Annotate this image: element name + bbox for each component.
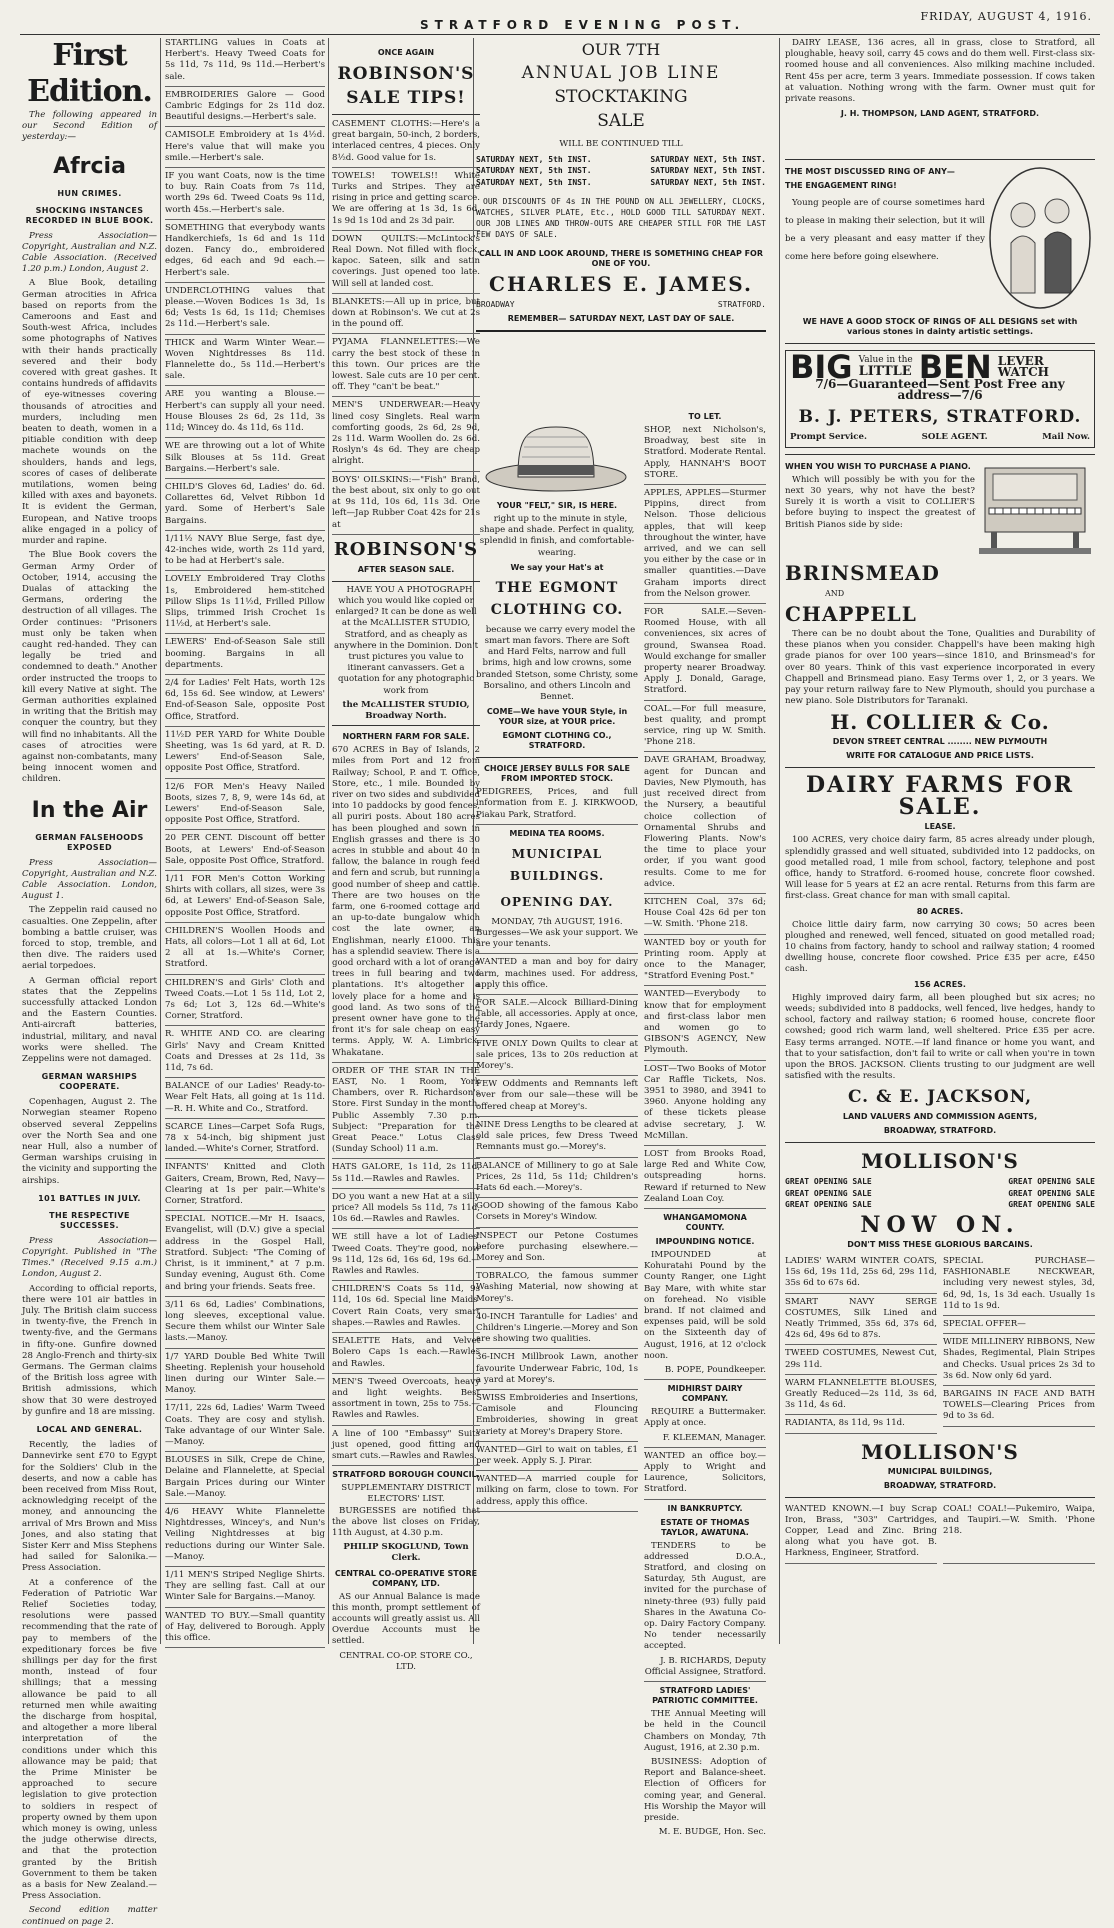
mollison-item: SPECIAL PURCHASE—FASHIONABLE NECKWEAR, including very newest styles, 3d, 6d, 9d, 1s, 1s 3d each. Usually 1s 11d to 1s 9d. xyxy=(943,1256,1095,1316)
hat-ad: DO you want a new Hat at a silly price? All models 5s 11d, 7s 11d, 10s 6d.—Rawles and Rawles. xyxy=(332,1192,480,1230)
lease-heading: LEASE. xyxy=(924,822,956,832)
continued-till: WILL BE CONTINUED TILL xyxy=(559,139,683,149)
ring-heading: THE MOST DISCUSSED RING OF ANY— xyxy=(785,167,955,177)
bankruptcy-heading: IN BANKRUPTCY. xyxy=(667,1503,743,1513)
thompson-signoff: J. H. THOMPSON, LAND AGENT, STRATFORD. xyxy=(840,109,1040,119)
sale-tip: TOWELS! TOWELS!! White Turks and Stripes. They are rising in price and getting scarce. We are offering at 1s 3d, 1s 6d, 1s 9d 1s 10d and 2s 3d pair. xyxy=(332,171,480,231)
kleeman: F. KLEEMAN, Manager. xyxy=(644,1433,766,1448)
classified-ad: UNDERCLOTHING values that please.—Woven Bodices 1s 3d, 1s 6d; Vests 1s 6d, 1s 11d; Chemises 2s 11d.—Herbert's sale. xyxy=(165,286,325,335)
mollison-item: RADIANTA, 8s 11d, 9s 11d. xyxy=(785,1418,937,1433)
great-opening-sale: GREAT OPENING SALE xyxy=(1008,1177,1095,1187)
tenders-text: TENDERS to be addressed D.O.A., Stratford, and closing on Saturday, 5th August, are invited for the purchase of ninety-three (93) fully paid Shares in the Awatuna Co-op. Dairy Factory Company. No tender necessarily accepted. xyxy=(644,1540,766,1652)
classified-ad: 3/11 6s 6d, Ladies' Combinations, long sleeves, exceptional value. Secure them whilst our Winter Sale lasts.—Manoy. xyxy=(165,1300,325,1349)
kitchen-coal-ad: KITCHEN Coal, 37s 6d; House Coal 42s 6d per ton—W. Smith. 'Phone 218. xyxy=(644,897,766,935)
peters-name: B. J. PETERS, STRATFORD. xyxy=(798,406,1082,427)
ring-subheading: THE ENGAGEMENT RING! xyxy=(785,181,897,191)
mollison-item: WIDE MILLINERY RIBBONS, New Shades, Regimental, Plain Stripes and Checks. Usual prices 2s 3d to 3s 6d. Now only 6d yard. xyxy=(943,1337,1095,1386)
felt-heading: YOUR "FELT," SIR, IS HERE. xyxy=(496,501,618,510)
devon-street: DEVON STREET CENTRAL ........ NEW PLYMOUTH xyxy=(832,737,1048,747)
piano-heading: WHEN YOU WISH TO PURCHASE A PIANO. xyxy=(785,461,971,471)
jersey-heading: CHOICE JERSEY BULLS FOR SALE FROM IMPORTED STOCK. xyxy=(484,764,630,784)
studio-name: the McALLISTER STUDIO, Broadway North. xyxy=(342,699,470,721)
classified-ad: THICK and Warm Winter Wear.— Woven Nightdresses 8s 11d. Flannelette do., 5s 11d.—Herbert's sale. xyxy=(165,338,325,387)
tarantulle-ad: 40-INCH Tarantulle for Ladies' and Children's Lingerie.—Morey and Son are showing two qualities. xyxy=(476,1312,638,1350)
saturday-line: SATURDAY NEXT, 5th INST. xyxy=(650,166,766,176)
swiss-ad: SWISS Embroideries and Insertions, Camisole and Flouncing Embroideries, showing in great variety at Morey's Drapery Store. xyxy=(476,1393,638,1442)
dairy-farms-heading: DAIRY FARMS FOR SALE. xyxy=(805,772,1075,821)
classified-ad: CAMISOLE Embroidery at 1s 4½d. Here's value that will make you smile.—Herbert's sale. xyxy=(165,130,325,168)
classified-ad: 12/6 FOR Men's Heavy Nailed Boots, sizes 7, 8, 9, were 14s 6d, at Lewers' End-of-Season Sale, opposite Post Office, Stratford. xyxy=(165,782,325,831)
annual-job-line: ANNUAL JOB LINE xyxy=(521,63,721,83)
mail-now: Mail Now. xyxy=(1042,431,1090,442)
buttermaker-text: REQUIRE a Buttermaker. Apply at once. xyxy=(644,1407,766,1429)
classified-ad: 2/4 for Ladies' Felt Hats, worth 12s 6d, 15s 6d. See window, at Lewers' End-of-Season Sale, opposite Post Office, Stratford. xyxy=(165,678,325,727)
mollison-item: SMART NAVY SERGE COSTUMES, Silk Lined and Neatly Trimmed, 35s 6d, 37s 6d, 42s 6d, 49s 6d to 87s. xyxy=(785,1297,937,1346)
acres-156: 156 ACRES. xyxy=(914,979,966,989)
classified-ad: WANTED TO BUY.—Small quantity of Hay, delivered to Borough. Apply this office. xyxy=(165,1611,325,1649)
article-paragraph: Copenhagen, August 2. The Norwegian steamer Ropeno observed several Zeppelins over the North Sea and one near Hull, also a number of German warships cruising in the vicinity and supporting the airships. xyxy=(22,1097,157,1186)
sale-word: SALE xyxy=(597,111,645,131)
classified-ad: 1/11 FOR Men's Cotton Working Shirts with collars, all sizes, were 3s 6d, at Lewers' End-of-Season Sale, opposite Post Office, Stratford. xyxy=(165,874,325,923)
estate-heading: ESTATE OF THOMAS TAYLOR, AWATUNA. xyxy=(660,1517,750,1537)
classified-ad: 4/6 HEAVY White Flannelette Nightdresses, Wincey's, and Nun's Veiling Nightdresses at big reductions during our Winter Sale.—Manoy. xyxy=(165,1507,325,1567)
girl-ad: WANTED—Girl to wait on tables, £1 per week. Apply S. J. Pirar. xyxy=(476,1445,638,1471)
robinson-after-sale: AFTER SEASON SALE. xyxy=(357,564,455,574)
kabo-ad: GOOD showing of the famous Kabo Corsets in Morey's Window. xyxy=(476,1201,638,1227)
ring-text: Young people are of course sometimes hard to please in making their selection, but it will be a very pleasant and easy matter if they come here before going elsewhere. xyxy=(785,198,985,263)
hats-ad: HATS GALORE, 1s 11d, 2s 11d, 5s 11d.—Rawles and Rawles. xyxy=(332,1162,480,1188)
column-left-ads xyxy=(476,408,638,1515)
dave-graham-ad: DAVE GRAHAM, Broadway, agent for Duncan and Davies, New Plymouth, has just received direct from the Nursery, a beautiful choice collection of Ornamental Shrubs and Flowering Plants. Now's the time to place your order, if you want good results. Come to me for advice. xyxy=(644,755,766,893)
apples-ad: APPLES, APPLES—Sturmer Pippins, direct from Nelson. Those delicious apples, that will keep throughout the winter, have arrived, and we can sell you either by the case or in smaller quantities.—Dave Graham imports direct from the Nelson grower. xyxy=(644,488,766,604)
collier-name: H. COLLIER & Co. xyxy=(830,710,1050,735)
municipal-heading: MUNICIPAL BUILDINGS. xyxy=(509,846,605,883)
classified-ad: ARE you wanting a Blouse.—Herbert's can supply all your need. House Blouses 2s 6d, 2s 11d, 3s 11d; Wincey do. 4s 11d, 6s 11d. xyxy=(165,389,325,438)
lease-100: 100 ACRES, very choice dairy farm, 85 acres already under plough, splendidly grassed and well situated, subdivided into 12 paddocks, on good metalled road, 1 mile from school, factory, telephone and post office, handy to Stratford. 6-roomed house, concrete floor cowshed. Will lease for 5 years at £2 an acre rental. Returns from this farm are first-class. Great chance for man with small capital. xyxy=(785,835,1095,902)
discounts-text: OUR DISCOUNTS OF 4s IN THE POUND ON ALL JEWELLERY, CLOCKS, WATCHES, SILVER PLATE, Etc., HOLD GOOD TILL SATURDAY NEXT. OUR JOB LINES AND THROW-OUTS ARE CHEAPER STILL FOR THE LAST FEW DAYS OF SALE. xyxy=(476,196,766,240)
article-paragraph: A Blue Book, detailing German atrocities in Africa based on reports from the Cameroons and East and South-west Africa, includes some photographs of Natives with their hands practically severed and their body covered with great gashes. It contains hundreds of affidavits of eye-witnesses covering thousands of atrocities and murders, including men beaten to death, women in a pitiable condition with deep machete wounds on the shoulders, hands and legs, scores of cases of deliberate mutilations, women being killed with axes and bayonets. It is evident the German, European, and Native troops alike engaged in a policy of murder and rapine. xyxy=(22,278,157,547)
warships-heading: GERMAN WARSHIPS COOPERATE. xyxy=(41,1072,138,1092)
ladies-heading: STRATFORD LADIES' PATRIOTIC COMMITTEE. xyxy=(652,1686,758,1706)
write-line: WRITE FOR CATALOGUE AND PRICE LISTS. xyxy=(846,751,1034,761)
robinson-title: ROBINSON'S SALE TIPS! xyxy=(337,64,475,108)
article-paragraph: Recently, the ladies of Dannevirke sent £70 to Egypt for the Soldiers' Club in the deserts, and now a cable has been received from Miss Rout, acknowledging receipt of the money, and announcing the arrival of Mrs Brown and Miss Jones, and also stating that Sister Kerr and Miss Stephens had sailed for Salonika.—Press Association. xyxy=(22,1440,157,1574)
classified-ad: R. WHITE AND CO. are clearing Girls' Navy and Cream Knitted Coats and Dresses at 2s 11d, 3s 11d, 7s 6d. xyxy=(165,1029,325,1078)
classified-ad: 1/11½ NAVY Blue Serge, fast dye, 42-inches wide, worth 2s 11d yard, to be had at Herbert's sale. xyxy=(165,534,325,572)
piano-text: Which will possibly be with you for the next 30 years, why not have the best? Surely it is worth a visit to COLLIER'S before buying to inspect the greatest of British Pianos side by side: xyxy=(785,474,975,530)
acres-80: 80 ACRES. xyxy=(916,906,964,916)
column-robinsons xyxy=(332,38,480,1672)
ring-illustration xyxy=(985,163,1095,313)
gibson-ad: WANTED—Everybody to know that for employment and first-class labor men and women go to GIBSON'S AGENCY, New Plymouth. xyxy=(644,989,766,1060)
once-again: ONCE AGAIN xyxy=(377,48,435,57)
classified-ad: INFANTS' Knitted and Cloth Gaiters, Cream, Brown, Red, Navy—Clearing at 1s per pair.—White's Corner, Stratford. xyxy=(165,1162,325,1211)
big-word: BIG xyxy=(790,347,853,386)
classified-ad: CHILD'S Gloves 6d, Ladies' do. 6d. Collarettes 6d, Velvet Ribbon 1d yard. Some of Herbert's Sale Bargains. xyxy=(165,482,325,531)
saturday-line: SATURDAY NEXT, 5th INST. xyxy=(650,155,766,165)
dairy-lease-ad: DAIRY LEASE, 136 acres, all in grass, close to Stratford, all ploughable, heavy soil, carry 45 cows and do them well. First-class six-roomed house and all conveniences. Also milking machine included. Rent 45s per acre, term 3 years. Immediate possession. If cows taken at valuation. Nothing wrong with the farm. Owner must quit for private reasons. xyxy=(785,38,1095,105)
saturday-line: SATURDAY NEXT, 5th INST. xyxy=(476,166,592,176)
petone-ad: INSPECT our Petone Costumes before purchasing elsewhere.—Morey and Son. xyxy=(476,1231,638,1269)
now-on: NOW ON. xyxy=(860,1211,1020,1238)
sale-tip: BOYS' OILSKINS:—"Fish" Brand, the best about, six only to go out at 9s 11d, 10s 6d, 11s 3d. One left—Jap Rubber Coat 42s for 21s at xyxy=(332,475,480,535)
sale-tip: MEN'S UNDERWEAR:—Heavy lined cosy Singlets. Real warm comforting goods, 2s 6d, 2s 9d, 2s 11d. Warm Woollen do. 2s 6d. Roslyn's 4s 6d. They are cheap alright. xyxy=(332,400,480,471)
egmont-signoff: EGMONT CLOTHING CO., STRATFORD. xyxy=(502,731,612,751)
say-line: We say your Hat's at xyxy=(510,562,604,572)
successes-heading: THE RESPECTIVE SUCCESSES. xyxy=(49,1210,130,1230)
masthead-rule xyxy=(20,34,1100,35)
lost-tickets-ad: LOST—Two Books of Motor Car Raffle Tickets, Nos. 3951 to 3980, and 3941 to 3960. Anyone holding any of these tickets please advise secretary, J. W. McMillan. xyxy=(644,1064,766,1146)
saturday-line: SATURDAY NEXT, 5th INST. xyxy=(476,155,592,165)
battles-heading: 101 BATTLES IN JULY. xyxy=(38,1193,141,1203)
newspaper-title: STRATFORD EVENING POST. xyxy=(420,18,746,32)
column-right xyxy=(785,38,1095,1644)
children-coats-ad: CHILDREN'S Coats 5s 11d, 9s 11d, 10s 6d. Special line Maids' Covert Rain Coats, very smart shapes.—Rawles and Rawles. xyxy=(332,1284,480,1333)
prompt-service: Prompt Service. xyxy=(790,431,867,442)
classified-ad: SPECIAL NOTICE.—Mr H. Isaacs, Evangelist, will (D.V.) give a special address in the Gospel Hall, Stratford. Subject: "The Coming of Christ, is it imminent," at 7 p.m. Sunday evening, August 6th. Come and bring your friends. Seats free. xyxy=(165,1214,325,1296)
article-paragraph: The Blue Book covers the German Army Order of October, 1914, accusing the Dualas of attacking the Germans, ordering the destruction of all villages. The Order continues: "Prisoners must only be taken when caught red-handed. They can legally be tried and condemned to death." Another order instructed the troops to kill every Native at sight. The German authorities explained in writing that the British may conquer the country, but they will find no inhabitants. All the cases of atrocities were against non-combatants, many being innocent women and children. xyxy=(22,550,157,785)
billiard-ad: FOR SALE.—Alcock Billiard-Dining Table, all accessories. Apply at once, Hardy Jones, Ngaere. xyxy=(476,998,638,1036)
column-divider xyxy=(328,38,329,1644)
little-word: LITTLE xyxy=(858,364,912,380)
brinsmead: BRINSMEAD xyxy=(785,560,940,585)
burgesses-notice: BURGESSES are notified that the above list closes on Friday, 11th August, at 4.30 p.m. xyxy=(332,1505,480,1538)
ring-stock: WE HAVE A GOOD STOCK OF RINGS OF ALL DESIGNS set with various stones in dainty artistic settings. xyxy=(802,317,1078,337)
town-clerk: PHILIP SKOGLUND, Town Clerk. xyxy=(343,1542,469,1564)
egmont-text: because we carry every model the smart man favors. There are Soft and Hard Felts, narrow and full brims, high and low crowns, some branded Stetson, some Christy, some Borsalino, and others Lincoln and Bennet. xyxy=(476,624,638,703)
come-line: COME—We have YOUR Style, in YOUR size, at YOUR price. xyxy=(486,707,628,727)
tobralco-ad: TOBRALCO, the famous summer Washing Material, now showing at Morey's. xyxy=(476,1271,638,1309)
coal-ad-2: COAL! COAL!—Pukemiro, Waipa, and Taupiri.—W. Smith. 'Phone 218. xyxy=(943,1504,1095,1564)
our-7th: OUR 7TH xyxy=(581,40,661,59)
robinson-name: ROBINSON'S xyxy=(333,538,479,560)
classified-ad: LOVELY Embroidered Tray Cloths 1s, Embroidered hem-stitched Pillow Slips 1s 11½d, Frilled Pillow Slips, trimmed Irish Crochet 1s 11½d, at Herbert's sale. xyxy=(165,574,325,634)
call-in: CALL IN AND LOOK AROUND, THERE IS SOMETHING CHEAP FOR ONE OF YOU. xyxy=(478,248,764,268)
sale-tip: BLANKETS:—All up in price, but down at Robinson's. We cut at 2s in the pound off. xyxy=(332,297,480,335)
midhirst-heading: MIDHIRST DAIRY COMPANY. xyxy=(667,1384,743,1404)
article-byline: Press Association—Copyright, Australian and N.Z. Cable Association. (Received 1.20 p.m.) London, August 2. xyxy=(22,230,157,275)
classified-ad: LEWERS' End-of-Season Sale still booming. Bargains in all departments. xyxy=(165,637,325,675)
lease-80: Choice little dairy farm, now carrying 30 cows; 50 acres been ploughed and renewed, well fenced, situated on good metalled road; 10 chains from factory, handy to school and railway station; 4 roomed dwelling house, concrete floor cowshed. Price £35 per acre, £450 cash. xyxy=(785,919,1095,975)
great-opening-sale: GREAT OPENING SALE xyxy=(785,1177,872,1187)
wanted-man-ad: WANTED a man and boy for dairy farm, machines used. For address, apply this office. xyxy=(476,957,638,995)
jackson-name: C. & E. JACKSON, xyxy=(847,1087,1033,1108)
air-heading: In the Air xyxy=(31,797,148,823)
farm-heading: NORTHERN FARM FOR SALE. xyxy=(342,732,470,742)
embassy-ad: A line of 100 "Embassy" Suits just opened, good fitting and smart cuts.—Rawles and Rawles. xyxy=(332,1429,480,1467)
hun-subheading: SHOCKING INSTANCES RECORDED IN BLUE BOOK. xyxy=(25,205,154,225)
dress-ad: NINE Dress Lengths to be cleared at old sale prices, few Dress Tweed Remnants must go.—Morey's. xyxy=(476,1120,638,1158)
classified-ad: 17/11, 22s 6d, Ladies' Warm Tweed Coats. They are cosy and stylish. Take advantage of our Winter Sale.—Manoy. xyxy=(165,1403,325,1452)
classified-ad: STARTLING values in Coats at Herbert's. Heavy Tweed Coats for 5s 11d, 7s 11d, 9s 11d.—Herbert's sale. xyxy=(165,38,325,87)
mollison-item: SPECIAL OFFER— xyxy=(943,1319,1095,1334)
air-subheading: GERMAN FALSEHOODS EXPOSED xyxy=(35,832,144,852)
mollison-item: LADIES' WARM WINTER COATS, 15s 6d, 19s 11d, 25s 6d, 29s 11d, 35s 6d to 67s 6d. xyxy=(785,1256,937,1294)
guarantee-line: 7/6—Guaranteed—Sent Post Free any address—7/6 xyxy=(815,377,1065,403)
lawn-ad: 36-INCH Millbrook Lawn, another favourite Underwear Fabric, 10d, 1s a yard at Morey's. xyxy=(476,1352,638,1390)
classified-ad: 11½D PER YARD for White Double Sheeting, was 1s 6d yard, at R. D. Lewers' End-of-Season Sale, opposite Post Office, Stratford. xyxy=(165,730,325,779)
great-opening-sale: GREAT OPENING SALE xyxy=(785,1188,872,1198)
classified-ad: 1/7 YARD Double Bed White Twill Sheeting. Replenish your household linen during our Winter Sale.—Manoy. xyxy=(165,1352,325,1401)
continued-note: Second edition matter continued on page 2. xyxy=(22,1905,157,1927)
hat-illustration xyxy=(476,417,638,497)
coal-ad: COAL.—For full measure, best quality, and prompt service, ring up W. Smith. 'Phone 218. xyxy=(644,704,766,753)
article-paragraph: A German official report states that the Zeppelins successfully attacked London and the Eastern Counties. Anti-aircraft batteries, industrial, military, and naval works were shelled. The Zeppelins were not damaged. xyxy=(22,975,157,1065)
broadway-stratford-2: BROADWAY, STRATFORD. xyxy=(883,1480,997,1490)
remember: REMEMBER— SATURDAY NEXT, LAST DAY OF SALE. xyxy=(507,313,735,323)
dont-miss: DON'T MISS THESE GLORIOUS BARCAINS. xyxy=(847,1239,1033,1249)
sole-agent: SOLE AGENT. xyxy=(921,431,988,442)
chappell: CHAPPELL xyxy=(785,602,917,627)
great-opening-sale: GREAT OPENING SALE xyxy=(1008,1188,1095,1198)
whanga-heading: WHANGAMOMONA COUNTY. xyxy=(663,1213,747,1232)
column-right-ads xyxy=(644,408,766,1838)
article-byline: Press Association—Copyright, Australian and N.Z. Cable Association. London, August 1. xyxy=(22,857,157,902)
value-in-the: Value in the xyxy=(858,355,913,366)
ben-word: BEN xyxy=(918,347,992,386)
business-text: BUSINESS: Adoption of Report and Balance-sheet. Election of Officers for coming year, and General. His Worship the Mayor will preside. xyxy=(644,1756,766,1823)
stratford: STRATFORD. xyxy=(717,299,766,309)
charles-james: CHARLES E. JAMES. xyxy=(489,271,753,296)
impound-text: IMPOUNDED at Kohuratahi Pound by the County Ranger, one Light Bay Mare, with white star on forehead. No visible brand. If not claimed and expenses paid, will be sold on the Sixteenth day of August, 1916, at 12 o'clock noon. xyxy=(644,1250,766,1361)
photo-ad: HAVE YOU A PHOTOGRAPH which you would like copied or enlarged? It can be done as well at the McALLISTER STUDIO, Stratford, and as cheaply as anywhere in the Dominion. Don't trust pictures you value to itinerant canvassers. Get a quotation for any photographic work from xyxy=(333,584,479,696)
lease-156: Highly improved dairy farm, all been ploughed but six acres; no weeds; subdivided into 8 paddocks, well fenced, live hedges, handy to school, factory and railway station; 6 roomed house, concrete floor cowshed; good rich warm land, well sheltered. Price £35 per acre. Easy terms arranged. NOTE.—If land finance or home you want, and that to your satisfaction, don't fail to write or call when you're in town upon the BROS. JACKSON. Clients trusting to our judgment are well satisfied with the results. xyxy=(785,992,1095,1082)
municipal-buildings: MUNICIPAL BUILDINGS, xyxy=(887,1466,993,1476)
wanted-known-ad: WANTED KNOWN.—I buy Scrap Iron, Brass, "303" Cartridges, Copper, Lead and Zinc. Bring along what you have got. B. Harkness, Engineer, Stratford. xyxy=(785,1504,937,1564)
piano-text-2: There can be no doubt about the Tone, Qualities and Durability of these pianos when you consider. Chappell's have been making high grade pianos for over 100 years—since 1810, and Brinsmead's for over 80 years. Think of this vast experience incorporated in every Chappell and Brinsmead piano. Easy Terms over 1, 2, or 3 years. We pay your return railway fare to New Plymouth, should you purchase a new piano. Sole Distributors for Taranaki. xyxy=(785,629,1095,707)
assignee: J. B. RICHARDS, Deputy Official Assignee, Stratford. xyxy=(644,1656,766,1682)
felt-text: right up to the minute in style, shape and shade. Perfect in quality, splendid in finish, and comfortable-wearing. xyxy=(479,514,635,558)
article-byline: Press Association—Copyright. Published in "The Times." (Received 9.15 a.m.) London, August 2. xyxy=(22,1235,157,1280)
article-paragraph: At a conference of the Federation of Patriotic War Relief Societies today, resolutions were passed recommending that the rate of pay to members of the expeditionary forces be five shillings per day for the first month, instead of four shillings; that a messing allowance be paid to all returned men while awaiting the discharge from hospital, and altogether a more liberal interpretation of the conditions under which this allowance may be paid; that the Prime Minister be approached to secure legislation to give protection to soldiers in respect of property owned by them upon which money is owing, unless the judge otherwise directs, and that the protection granted by the British Government to them be taken as a basis for New Zealand.—Press Association. xyxy=(22,1577,157,1902)
council-heading: STRATFORD BOROUGH COUNCIL. xyxy=(332,1470,480,1480)
classified-ad: SOMETHING that everybody wants Handkerchiefs, 1s 6d and 1s 11d dozen. Fancy do., embroidered edges, 6d each and 9d each.—Herbert's sale. xyxy=(165,223,325,283)
coats-ad: WE still have a lot of Ladies' Tweed Coats. They're good, now 9s 11d, 12s 6d, 16s 6d, 19s 6d.—Rawles and Rawles. xyxy=(332,1232,480,1281)
classified-ad: BALANCE of our Ladies' Ready-to-Wear Felt Hats, all going at 1s 11d.—R. H. White and Co., Stratford. xyxy=(165,1081,325,1119)
classified-ad: WE are throwing out a lot of White Silk Blouses at 5s 11d. Great Bargains.—Herbert's sale. xyxy=(165,441,325,479)
great-opening-sale: GREAT OPENING SALE xyxy=(785,1199,872,1209)
mollison-item: BARGAINS IN FACE AND BATH TOWELS—Clearing Prices from 9d to 3s 6d. xyxy=(943,1389,1095,1427)
first-edition-heading: First Edition. xyxy=(27,38,152,109)
saturday-line: SATURDAY NEXT, 5th INST. xyxy=(476,177,592,187)
broadway: BROADWAY xyxy=(476,299,515,309)
pedigrees-ad: PEDIGREES, Prices, and full information from E. J. KIRKWOOD, Piakau Park, Stratford. xyxy=(476,787,638,825)
couple-ad: WANTED—A married couple for milking on farm, close to town. For address, apply this office. xyxy=(476,1474,638,1512)
column-classifieds xyxy=(165,38,325,1644)
egmont-name: THE EGMONT CLOTHING CO. xyxy=(490,579,624,618)
classified-ad: EMBROIDERIES Galore — Good Cambric Edgings for 2s 11d doz. Beautiful designs.—Herbert's sale. xyxy=(165,90,325,128)
column-divider xyxy=(779,38,780,1644)
sale-tip: DOWN QUILTS:—McLintock's Real Down. Not filled with flock, kapoc. Sateen, silk and satin coverings. Just opened too late. Will sell at landed cost. xyxy=(332,234,480,294)
article-paragraph: The Zeppelin raid caused no casualties. One Zeppelin, after bombing a battle cruiser, was forced to stop, tremble, and then dive. The raiders used aerial torpedoes. xyxy=(22,905,157,972)
mollison-item: WARM FLANNELETTE BLOUSES, Greatly Reduced—2s 11d, 3s 6d, 3s 11d, 4s 6d. xyxy=(785,1378,937,1416)
farm-ad: 670 ACRES in Bay of Islands, 2 miles from Port and 12 from Railway; School, P. and T. Office, Store, etc., 1 mile. Bounded by river on two sides and subdivided into 10 paddocks by good fences, all puriri posts. About 180 acres has been ploughed and sown in English grasses and there is 30 acres in stubble and about 40 in fallow, the balance in rough feed and fern and scrub, but running a good number of sheep and cattle. There are two houses on the farm, one 6-roomed cottage and an up-to-date bungalow which cost the late owner, an Englishman, nearly £1000. This has a splendid seaview. There is a good orchard with a lot of orange trees in full bearing and two plantations. It's altogether a lovely place for a home and is good land. As two sons of the present owner have gone to the front it's for sale cheap on easy terms. Apply, W. A. Limbrick, Whakatane. xyxy=(332,745,480,1063)
coop-signature: CENTRAL CO-OP. STORE CO., LTD. xyxy=(339,1650,473,1672)
coop-heading: CENTRAL CO-OPERATIVE STORE COMPANY, LTD. xyxy=(334,1568,478,1588)
hun-heading: HUN CRIMES. xyxy=(57,188,122,198)
sale-tip: PYJAMA FLANNELETTES:—We carry the best stock of these in this town. Our prices are the lowest. Sale cuts are 10 per cent. off. They "can't be beat." xyxy=(332,337,480,397)
classified-ad: SCARCE Lines—Carpet Sofa Rugs, 78 x 54-inch, big shipment just landed.—White's Corner, Stratford. xyxy=(165,1122,325,1160)
and-word: AND xyxy=(825,588,845,598)
quilts-ad: FIVE ONLY Down Quilts to clear at sale prices, 13s to 20s reduction at Morey's. xyxy=(476,1039,638,1077)
lever-watch: LEVER WATCH xyxy=(997,354,1049,380)
remnants-ad: FEW Oddments and Remnants left over from our sale—these will be offered cheap at Morey's. xyxy=(476,1079,638,1117)
article-paragraph: According to official reports, there were 101 air battles in July. The British claim success in twenty-five, the French in twenty-five, and the Germans in fifty-one. Gunfire downed 28 Anglo-French and thirty-six Germans. The German claims of the British loss agree with British admissions, which show that 30 were destroyed by gunfire and 18 are missing. xyxy=(22,1283,157,1417)
meeting-text: THE Annual Meeting will be held in the Council Chambers on Monday, 7th August, 1916, at 2.30 p.m. xyxy=(644,1709,766,1753)
stocktaking: STOCKTAKING xyxy=(554,87,688,107)
local-heading: LOCAL AND GENERAL. xyxy=(36,1425,143,1435)
mollison-footer: MOLLISON'S xyxy=(861,1439,1019,1464)
masthead xyxy=(0,0,1114,36)
opening-date: MONDAY, 7th AUGUST, 1916. xyxy=(491,916,623,927)
impound-heading: IMPOUNDING NOTICE. xyxy=(655,1237,755,1246)
intro-text: The following appeared in our Second Edition of yesterday:— xyxy=(22,110,157,143)
burgesses-ad: Burgesses—We ask your support. We are your tenants. xyxy=(476,928,638,954)
broadway-stratford: BROADWAY, STRATFORD. xyxy=(883,1126,997,1136)
to-let-heading: TO LET. xyxy=(688,412,722,421)
mollison-heading: MOLLISON'S xyxy=(861,1149,1019,1174)
classified-ad: IF you want Coats, now is the time to buy. Rain Coats from 7s 11d, worth 29s 6d. Tweed Coats 9s 11d, worth 45s.—Herbert's sale. xyxy=(165,171,325,220)
hon-sec: M. E. BUDGE, Hon. Sec. xyxy=(658,1827,766,1838)
shop-ad: SHOP, next Nicholson's, Broadway, best site in Stratford. Moderate Rental. Apply, HANNAH'S BOOT STORE. xyxy=(644,425,766,485)
piano-illustration xyxy=(975,458,1095,558)
classified-ad: BLOUSES in Silk, Crepe de Chine, Delaine and Flannelette, at Special Bargain Prices during our Winter Sale.—Manoy. xyxy=(165,1455,325,1504)
opening-heading: OPENING DAY. xyxy=(500,894,614,909)
classified-ad: 20 PER CENT. Discount off better Boots, at Lewers' End-of-Season Sale, opposite Post Office, Stratford. xyxy=(165,833,325,871)
classified-ad: CHILDREN'S and Girls' Cloth and Tweed Coats.—Lot 1 5s 11d, Lot 2, 7s 6d; Lot 3, 12s 6d.—White's Corner, Stratford. xyxy=(165,978,325,1027)
sale-tip: CASEMENT CLOTHS:—Here's a great bargain, 50-inch, 2 borders, interlaced centres, 4 pieces. Only 8½d. Good value for 1s. xyxy=(332,119,480,168)
coop-notice: AS our Annual Balance is made this month, prompt settlement of accounts will greatly assist us. All Overdue Accounts must be settled. xyxy=(332,1591,480,1647)
column-divider xyxy=(160,38,161,1644)
sealette-ad: SEALETTE Hats, and Velvet Bolero Caps 1s each.—Rawles and Rawles. xyxy=(332,1336,480,1374)
column-news xyxy=(22,38,157,1927)
africa-heading: Afrcia xyxy=(53,153,126,179)
medina-heading: MEDINA TEA ROOMS. xyxy=(509,828,605,838)
land-valuers: LAND VALUERS AND COMMISSION AGENTS, xyxy=(842,1112,1038,1122)
classified-ad: 1/11 MEN'S Striped Neglige Shirts. They are selling fast. Call at our Winter Sale for Bargains.—Manoy. xyxy=(165,1570,325,1608)
great-opening-sale: GREAT OPENING SALE xyxy=(1008,1199,1095,1209)
saturday-line: SATURDAY NEXT, 5th INST. xyxy=(650,177,766,187)
youth-ad: WANTED boy or youth for Printing room. Apply at once to the Manager, "Stratford Evening Post." xyxy=(644,938,766,987)
electors-list: SUPPLEMENTARY DISTRICT ELECTORS' LIST. xyxy=(341,1483,471,1505)
mollison-item: TWEED COSTUMES, Newest Cut, 29s 11d. xyxy=(785,1348,937,1374)
james-sale-ad xyxy=(476,39,766,332)
overcoats-ad: MEN'S Tweed Overcoats, heavy and light weights. Best assortment in town, 25s to 75s.—Rawles and Rawles. xyxy=(332,1377,480,1426)
lost-cow-ad: LOST from Brooks Road, large Red and White Cow, outspreading horns. Reward if returned to New Zealand Loan Coy. xyxy=(644,1149,766,1209)
house-ad: FOR SALE.—Seven-Roomed House, with all conveniences, six acres of ground, Swansea Road. Would exchange for smaller property nearer Broadway. Apply J. Donald, Garage, Stratford. xyxy=(644,607,766,701)
column-james xyxy=(476,38,766,1838)
office-boy-ad: WANTED an office boy.—Apply to Wright and Laurence, Solicitors, Stratford. xyxy=(644,1451,766,1500)
poundkeeper: B. POPE, Poundkeeper. xyxy=(644,1365,766,1380)
millinery-ad: BALANCE of Millinery to go at Sale Prices, 2s 11d, 5s 11d; Children's Hats 6d each.—Morey's. xyxy=(476,1161,638,1199)
classified-ad: CHILDREN'S Woollen Hoods and Hats, all colors—Lot 1 all at 6d, Lot 2 all at 1s.—White's Corner, Stratford. xyxy=(165,926,325,975)
star-ad: ORDER OF THE STAR IN THE EAST, No. 1 Room, York Chambers, over R. Richardson's Store. First Sunday in the month. Public Assembly 7.30 p.m. Subject: "Preparation for the Great Peace." Lotus Class (Sunday School) 11 a.m. xyxy=(332,1066,480,1160)
issue-date: FRIDAY, AUGUST 4, 1916. xyxy=(920,10,1092,23)
